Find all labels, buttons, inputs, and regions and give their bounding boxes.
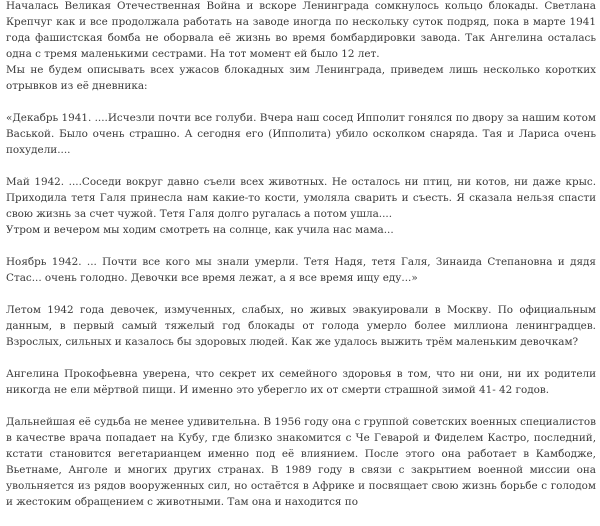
article-body xyxy=(6,0,596,526)
paragraph-further-fate: Дальнейшая её судьба не менее удивительна. В 1956 году она с группой советских военных специалистов в качестве врача попадает на Кубу, где близко знакомится с Че Геварой и Фиделем Кастро, последний, кстати становится вегетарианцем именно под её влиянием. После этого она работает в Камбодже, Вьетнаме, Анголе и многих других странах. В 1989 году в связи с закрытием военной миссии она увольняется из рядов вооруженных сил, но остаётся в Африке и посвящает свою жизнь борьбе с голодом и жестоким обращением с животными. Там она и находится по xyxy=(6,416,596,508)
paragraph-diary-intro: Мы не будем описывать всех ужасов блокадных зим Ленинграда, приведем лишь несколько коротких отрывков из её дневника: xyxy=(6,64,596,92)
diary-may-1942-text: Май 1942. ....Соседи вокруг давно съели всех животных. Не осталось ни птиц, ни котов, ни даже крыс. Приходила тетя Галя принесла нам какие-то кости, умоляла сварить и съесть. Я сказала нельзя спасти свою жизнь за счет чужой. Тетя Галя долго ругалась а потом ушла.... xyxy=(6,176,596,220)
diary-may-1942-sun: Утром и вечером мы ходим смотреть на солнце, как учила нас мама... xyxy=(6,224,394,236)
paragraph-war-beginning: Началась Великая Отечественная Война и вскоре Ленинграда сомкнулось кольцо блокады. Светлана Крепчуг как и все продолжала работать на заводе иногда по нескольку суток подряд, пока в марте 1941 года фашистская бомба не оборвала её жизнь во время бомбардировки завода. Так Ангелина осталась одна с тремя маленькими сестрами. На тот момент ей было 12 лет. xyxy=(6,0,596,60)
paragraph-diary-may-1942 xyxy=(6,174,596,238)
paragraph-family-health: Ангелина Прокофьевна уверена, что секрет их семейного здоровья в том, что ни они, ни их родители никогда не ели мёртвой пищи. И именно это уберегло их от смерти страшной зимой 41- 42 годов. xyxy=(6,368,596,396)
paragraph-evacuation: Летом 1942 года девочек, измученных, слабых, но живых эвакуировали в Москву. По официальным данным, в первый самый тяжелый год блокады от голода умерло более миллиона ленинградцев. Взрослых, сильных и казалось бы здоровых людей. Как же удалось выжить трём маленьким девочкам? xyxy=(6,304,596,348)
paragraph-diary-december-1941: «Декабрь 1941. ....Исчезли почти все голуби. Вчера наш сосед Ипполит гонялся по двору за нашим котом Васькой. Было очень страшно. А сегодня его (Ипполита) убило осколком снаряда. Тая и Лариса очень похудели.... xyxy=(6,112,596,156)
paragraph-diary-november-1942: Ноябрь 1942. ... Почти все кого мы знали умерли. Тетя Надя, тетя Галя, Зинаида Степановна и дядя Стас... очень голодно. Девочки все время лежат, а я все время ищу еду...» xyxy=(6,256,596,284)
